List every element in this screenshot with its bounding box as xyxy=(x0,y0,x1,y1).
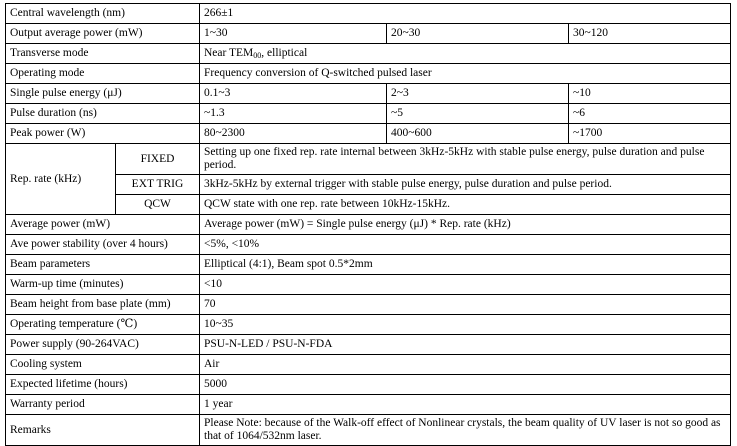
label-lifetime: Expected lifetime (hours) xyxy=(6,375,200,395)
label-stability: Ave power stability (over 4 hours) xyxy=(6,235,200,255)
row-cooling xyxy=(6,355,731,375)
row-op-temp xyxy=(6,315,731,335)
value-warranty: 1 year xyxy=(200,395,731,415)
label-beam-params: Beam parameters xyxy=(6,255,200,275)
value-peak-power-2: 400~600 xyxy=(387,124,569,144)
row-wavelength xyxy=(6,4,731,24)
label-avg-power: Output average power (mW) xyxy=(6,24,200,44)
value-beam-params: Elliptical (4:1), Beam spot 0.5*2mm xyxy=(200,255,731,275)
value-rep-ext: 3kHz-5kHz by external trigger with stable pulse energy, pulse duration and pulse period. xyxy=(200,175,731,195)
row-stability xyxy=(6,235,731,255)
value-transverse xyxy=(200,44,731,64)
row-warranty xyxy=(6,395,731,415)
value-avg-power-2: 20~30 xyxy=(387,24,569,44)
label-rep-qcw: QCW xyxy=(116,195,200,215)
label-pulse-duration: Pulse duration (ns) xyxy=(6,104,200,124)
value-pulse-duration-1: ~1.3 xyxy=(200,104,387,124)
label-wavelength: Central wavelength (nm) xyxy=(6,4,200,24)
row-power-supply xyxy=(6,335,731,355)
label-rep-rate: Rep. rate (kHz) xyxy=(6,144,116,215)
row-warmup xyxy=(6,275,731,295)
value-rep-qcw: QCW state with one rep. rate between 10kHz-15kHz. xyxy=(200,195,731,215)
value-average-power: Average power (mW) = Single pulse energy (μJ) * Rep. rate (kHz) xyxy=(200,215,731,235)
value-op-mode: Frequency conversion of Q-switched pulsed laser xyxy=(200,64,731,84)
label-warmup: Warm-up time (minutes) xyxy=(6,275,200,295)
value-stability: <5%, <10% xyxy=(200,235,731,255)
value-remarks: Please Note: because of the Walk-off effect of Nonlinear crystals, the beam quality of UV laser is not so good as that of 1064/532nm laser. xyxy=(200,415,731,446)
label-transverse: Transverse mode xyxy=(6,44,200,64)
value-lifetime: 5000 xyxy=(200,375,731,395)
label-op-temp: Operating temperature (℃) xyxy=(6,315,200,335)
label-average-power: Average power (mW) xyxy=(6,215,200,235)
row-op-mode xyxy=(6,64,731,84)
value-pulse-energy-3: ~10 xyxy=(569,84,731,104)
transverse-prefix: Near TEM xyxy=(204,47,254,59)
transverse-suffix: , elliptical xyxy=(261,47,308,59)
row-avg-power xyxy=(6,24,731,44)
row-pulse-energy xyxy=(6,84,731,104)
label-cooling: Cooling system xyxy=(6,355,200,375)
value-wavelength: 266±1 xyxy=(200,4,731,24)
label-rep-fixed: FIXED xyxy=(116,144,200,175)
spec-table-container xyxy=(5,3,731,446)
value-peak-power-1: 80~2300 xyxy=(200,124,387,144)
row-lifetime xyxy=(6,375,731,395)
row-average-power xyxy=(6,215,731,235)
value-op-temp: 10~35 xyxy=(200,315,731,335)
row-remarks xyxy=(6,415,731,446)
value-avg-power-1: 1~30 xyxy=(200,24,387,44)
value-avg-power-3: 30~120 xyxy=(569,24,731,44)
value-pulse-energy-1: 0.1~3 xyxy=(200,84,387,104)
row-pulse-duration xyxy=(6,104,731,124)
label-op-mode: Operating mode xyxy=(6,64,200,84)
label-power-supply: Power supply (90-264VAC) xyxy=(6,335,200,355)
label-pulse-energy: Single pulse energy (μJ) xyxy=(6,84,200,104)
value-pulse-duration-3: ~6 xyxy=(569,104,731,124)
transverse-subscript: 00 xyxy=(253,51,262,60)
label-peak-power: Peak power (W) xyxy=(6,124,200,144)
spec-table xyxy=(5,3,731,446)
row-rep-rate-fixed xyxy=(6,144,731,175)
value-rep-fixed: Setting up one fixed rep. rate internal between 3kHz-5kHz with stable pulse energy, pulse duration and pulse period. xyxy=(200,144,731,175)
value-beam-height: 70 xyxy=(200,295,731,315)
label-warranty: Warranty period xyxy=(6,395,200,415)
label-remarks: Remarks xyxy=(6,415,200,446)
value-power-supply: PSU-N-LED / PSU-N-FDA xyxy=(200,335,731,355)
label-rep-ext: EXT TRIG xyxy=(116,175,200,195)
row-beam-height xyxy=(6,295,731,315)
value-cooling: Air xyxy=(200,355,731,375)
row-peak-power xyxy=(6,124,731,144)
value-peak-power-3: ~1700 xyxy=(569,124,731,144)
value-pulse-duration-2: ~5 xyxy=(387,104,569,124)
value-warmup: <10 xyxy=(200,275,731,295)
row-transverse xyxy=(6,44,731,64)
label-beam-height: Beam height from base plate (mm) xyxy=(6,295,200,315)
row-beam-params xyxy=(6,255,731,275)
value-pulse-energy-2: 2~3 xyxy=(387,84,569,104)
